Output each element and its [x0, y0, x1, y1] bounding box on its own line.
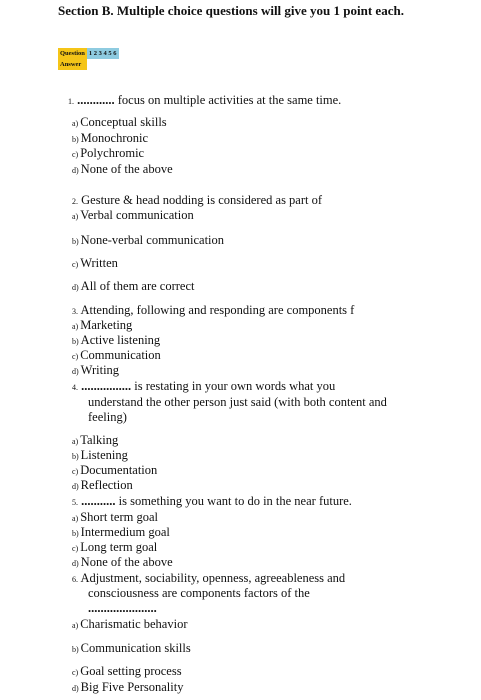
section-title: Section B. Multiple choice questions will give you 1 point each.	[58, 3, 404, 18]
q6-option-d[interactable]: d) Big Five Personality	[72, 680, 184, 694]
q4-option-b[interactable]: b) Listening	[72, 448, 128, 462]
question-2: 2. Gesture & head nodding is considered as part of	[72, 193, 323, 207]
q1-option-a[interactable]: a) Conceptual skills	[72, 115, 167, 129]
q5-option-c[interactable]: c) Long term goal	[72, 540, 158, 554]
q3-option-a[interactable]: a) Marketing	[72, 318, 133, 332]
q1-option-b[interactable]: b) Monochronic	[72, 131, 149, 145]
q6-option-c[interactable]: c) Goal setting process	[72, 664, 182, 678]
question-numbers: 1 2 3 4 5 6	[88, 50, 117, 57]
question-3: 3. Attending, following and responding are components f	[72, 303, 355, 317]
question-6-blank: ......................	[88, 601, 157, 615]
question-5: 5. ........... is something you want to do in the near future.	[72, 494, 352, 508]
q2-option-a[interactable]: a) Verbal communication	[72, 208, 194, 222]
question-4-line3: feeling)	[88, 410, 127, 424]
answer-label: Answer	[58, 59, 87, 70]
answer-cells[interactable]	[87, 59, 119, 70]
q6-option-a[interactable]: a) Charismatic behavior	[72, 617, 188, 631]
q3-option-c[interactable]: c) Communication	[72, 348, 161, 362]
q3-option-b[interactable]: b) Active listening	[72, 333, 161, 347]
q3-option-d[interactable]: d) Writing	[72, 363, 120, 377]
q6-option-b[interactable]: b) Communication skills	[72, 641, 191, 655]
question-1: 1. ............ focus on multiple activities at the same time.	[68, 93, 342, 107]
q4-option-d[interactable]: d) Reflection	[72, 478, 133, 492]
q1-option-d[interactable]: d) None of the above	[72, 162, 173, 176]
question-6-line2: consciousness are components factors of the	[88, 586, 310, 600]
q4-option-a[interactable]: a) Talking	[72, 433, 119, 447]
answer-key-table	[58, 48, 119, 70]
q2-option-c[interactable]: c) Written	[72, 256, 118, 270]
question-4: 4. ................ is restating in your own words what you	[72, 379, 336, 393]
q5-option-d[interactable]: d) None of the above	[72, 555, 173, 569]
q5-option-b[interactable]: b) Intermedium goal	[72, 525, 170, 539]
question-6: 6. Adjustment, sociability, openness, agreeableness and	[72, 571, 346, 585]
q4-option-c[interactable]: c) Documentation	[72, 463, 158, 477]
q2-option-d[interactable]: d) All of them are correct	[72, 279, 195, 293]
q1-option-c[interactable]: c) Polychromic	[72, 146, 145, 160]
question-4-line2: understand the other person just said (with both content and	[88, 395, 387, 409]
q5-option-a[interactable]: a) Short term goal	[72, 510, 158, 524]
question-label: Question	[60, 50, 85, 57]
q2-option-b[interactable]: b) None-verbal communication	[72, 233, 225, 247]
